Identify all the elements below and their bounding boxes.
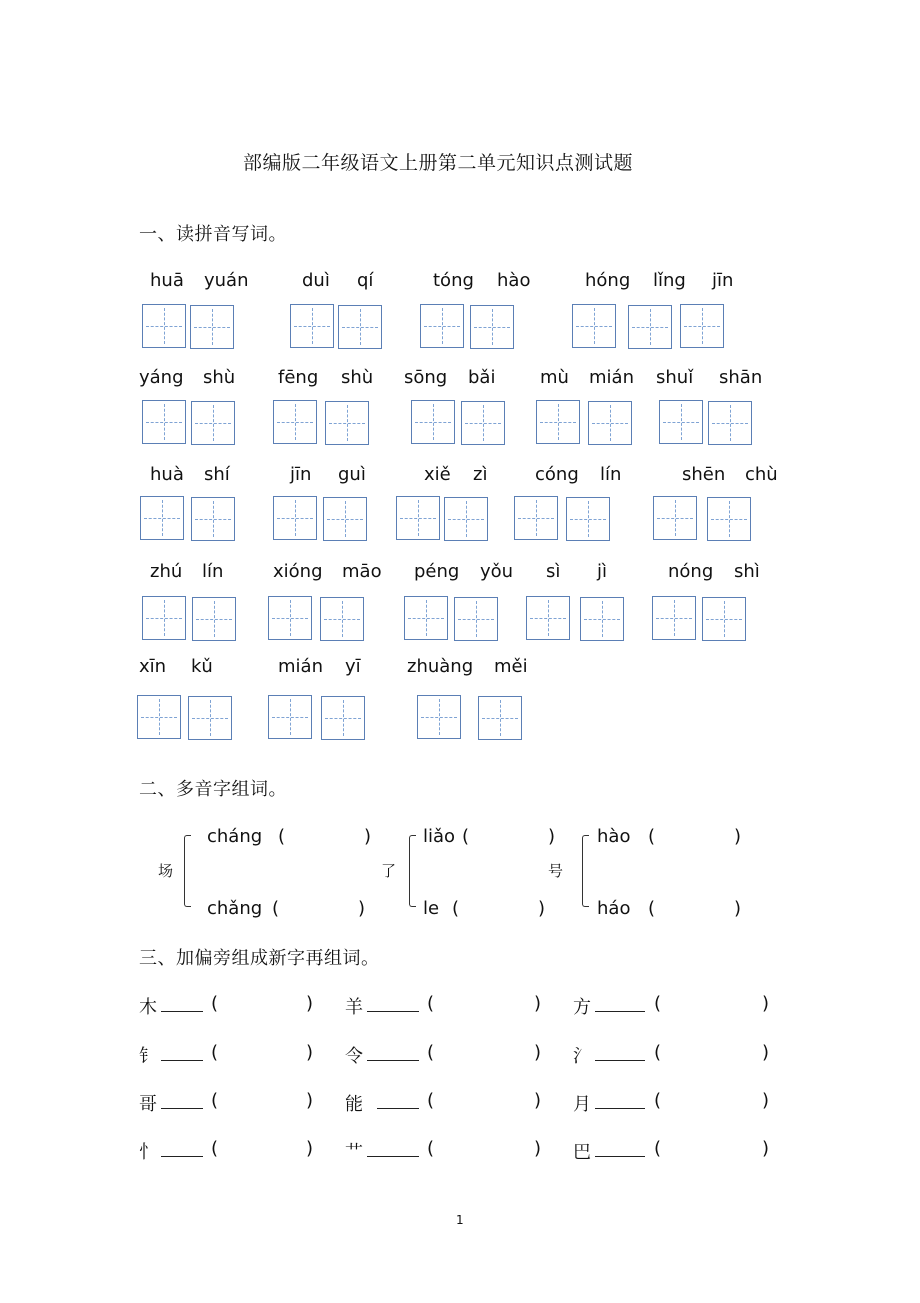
- answer-open-paren[interactable]: (: [654, 1138, 662, 1159]
- pinyin-syllable: xīn: [139, 656, 167, 677]
- answer-open-paren[interactable]: (: [211, 1042, 219, 1063]
- brace-icon: [184, 835, 191, 907]
- section1-heading: 一、读拼音写词。: [139, 224, 287, 245]
- fill-blank-line[interactable]: [367, 997, 419, 1012]
- fill-blank-line[interactable]: [595, 1046, 645, 1061]
- writing-grid-box[interactable]: [325, 401, 369, 445]
- writing-grid-box[interactable]: [404, 596, 448, 640]
- pinyin-syllable: huā: [150, 270, 184, 291]
- pinyin-syllable: hóng: [585, 270, 631, 291]
- base-character: 艹: [345, 1142, 363, 1163]
- section2-heading: 二、多音字组词。: [139, 779, 287, 800]
- writing-grid-box[interactable]: [190, 305, 234, 349]
- writing-grid-box[interactable]: [273, 400, 317, 444]
- pinyin-syllable: péng: [414, 561, 460, 582]
- writing-grid-box[interactable]: [566, 497, 610, 541]
- pinyin-syllable: yī: [345, 656, 361, 677]
- writing-grid-box[interactable]: [192, 597, 236, 641]
- pinyin-syllable: hào: [497, 270, 531, 291]
- page-number: 1: [456, 1213, 464, 1227]
- base-character: 氵: [573, 1046, 591, 1067]
- pinyin-syllable: fēng: [278, 367, 319, 388]
- answer-close-paren[interactable]: ): [534, 1090, 542, 1111]
- pinyin-syllable: nóng: [668, 561, 714, 582]
- pinyin-syllable: mián: [278, 656, 323, 677]
- polyphone-char: 了: [381, 862, 397, 880]
- pinyin-syllable: bǎi: [468, 367, 496, 388]
- answer-close-paren[interactable]: ): [538, 898, 546, 919]
- writing-grid-box[interactable]: [411, 400, 455, 444]
- writing-grid-box[interactable]: [396, 496, 440, 540]
- fill-blank-line[interactable]: [161, 1046, 203, 1061]
- writing-grid-box[interactable]: [707, 497, 751, 541]
- pinyin-syllable: huà: [150, 464, 184, 485]
- pinyin-syllable: xiě: [424, 464, 451, 485]
- fill-blank-line[interactable]: [595, 1142, 645, 1157]
- base-character: 木: [139, 997, 157, 1018]
- writing-grid-box[interactable]: [191, 497, 235, 541]
- writing-grid-box[interactable]: [137, 695, 181, 739]
- answer-close-paren[interactable]: ): [762, 1042, 770, 1063]
- pinyin-syllable: jīn: [712, 270, 734, 291]
- answer-open-paren[interactable]: (: [278, 826, 286, 847]
- pinyin-syllable: shù: [341, 367, 374, 388]
- pinyin-syllable: mù: [540, 367, 569, 388]
- writing-grid-box[interactable]: [461, 401, 505, 445]
- writing-grid-box[interactable]: [580, 597, 624, 641]
- writing-grid-box[interactable]: [142, 596, 186, 640]
- writing-grid-box[interactable]: [708, 401, 752, 445]
- reading-pinyin: hào: [597, 826, 631, 847]
- writing-grid-box[interactable]: [572, 304, 616, 348]
- brace-icon: [582, 835, 589, 907]
- pinyin-syllable: guì: [338, 464, 366, 485]
- reading-pinyin: le: [423, 898, 440, 919]
- reading-pinyin: liǎo: [423, 826, 456, 847]
- pinyin-syllable: duì: [302, 270, 330, 291]
- answer-close-paren[interactable]: ): [534, 1042, 542, 1063]
- writing-grid-box[interactable]: [526, 596, 570, 640]
- pinyin-syllable: tóng: [433, 270, 474, 291]
- answer-close-paren[interactable]: ): [306, 1138, 314, 1159]
- answer-open-paren[interactable]: (: [654, 1090, 662, 1111]
- writing-grid-box[interactable]: [338, 305, 382, 349]
- writing-grid-box[interactable]: [320, 597, 364, 641]
- answer-close-paren[interactable]: ): [358, 898, 366, 919]
- pinyin-syllable: shì: [734, 561, 760, 582]
- answer-open-paren[interactable]: (: [211, 1138, 219, 1159]
- fill-blank-line[interactable]: [377, 1094, 419, 1109]
- answer-close-paren[interactable]: ): [548, 826, 556, 847]
- writing-grid-box[interactable]: [321, 696, 365, 740]
- base-character: 羊: [345, 997, 363, 1018]
- pinyin-syllable: māo: [342, 561, 382, 582]
- answer-open-paren[interactable]: (: [648, 826, 656, 847]
- writing-grid-box[interactable]: [273, 496, 317, 540]
- base-character: 令: [345, 1046, 363, 1067]
- writing-grid-box[interactable]: [444, 497, 488, 541]
- answer-open-paren[interactable]: (: [452, 898, 460, 919]
- writing-grid-box[interactable]: [290, 304, 334, 348]
- base-character: 月: [573, 1094, 591, 1115]
- pinyin-syllable: shēn: [682, 464, 726, 485]
- answer-open-paren[interactable]: (: [427, 1042, 435, 1063]
- base-character: 哥: [139, 1094, 157, 1115]
- answer-open-paren[interactable]: (: [211, 1090, 219, 1111]
- pinyin-syllable: lín: [600, 464, 622, 485]
- base-character: 巴: [573, 1142, 591, 1163]
- fill-blank-line[interactable]: [595, 997, 645, 1012]
- answer-open-paren[interactable]: (: [648, 898, 656, 919]
- pinyin-syllable: qí: [357, 270, 374, 291]
- page-title: 部编版二年级语文上册第二单元知识点测试题: [243, 152, 634, 174]
- base-character: 钅: [139, 1046, 157, 1067]
- reading-pinyin: háo: [597, 898, 631, 919]
- answer-open-paren[interactable]: (: [211, 993, 219, 1014]
- answer-close-paren[interactable]: ): [762, 993, 770, 1014]
- answer-close-paren[interactable]: ): [534, 1138, 542, 1159]
- pinyin-syllable: měi: [494, 656, 528, 677]
- answer-close-paren[interactable]: ): [306, 993, 314, 1014]
- writing-grid-box[interactable]: [478, 696, 522, 740]
- pinyin-syllable: xióng: [273, 561, 323, 582]
- answer-close-paren[interactable]: ): [364, 826, 372, 847]
- pinyin-syllable: shù: [203, 367, 236, 388]
- answer-close-paren[interactable]: ): [762, 1138, 770, 1159]
- fill-blank-line[interactable]: [161, 1142, 203, 1157]
- writing-grid-box[interactable]: [323, 497, 367, 541]
- pinyin-syllable: zhuàng: [407, 656, 474, 677]
- section3-heading: 三、加偏旁组成新字再组词。: [139, 948, 380, 969]
- writing-grid-box[interactable]: [188, 696, 232, 740]
- writing-grid-box[interactable]: [659, 400, 703, 444]
- writing-grid-box[interactable]: [268, 596, 312, 640]
- answer-close-paren[interactable]: ): [734, 826, 742, 847]
- writing-grid-box[interactable]: [588, 401, 632, 445]
- base-character: 忄: [139, 1142, 157, 1163]
- writing-grid-box[interactable]: [514, 496, 558, 540]
- pinyin-syllable: yáng: [139, 367, 184, 388]
- fill-blank-line[interactable]: [595, 1094, 645, 1109]
- answer-close-paren[interactable]: ): [306, 1042, 314, 1063]
- pinyin-syllable: jīn: [290, 464, 312, 485]
- pinyin-syllable: lǐng: [653, 270, 686, 291]
- answer-open-paren[interactable]: (: [427, 993, 435, 1014]
- answer-open-paren[interactable]: (: [462, 826, 470, 847]
- writing-grid-box[interactable]: [702, 597, 746, 641]
- writing-grid-box[interactable]: [680, 304, 724, 348]
- fill-blank-line[interactable]: [161, 1094, 203, 1109]
- pinyin-syllable: chù: [745, 464, 778, 485]
- brace-icon: [409, 835, 416, 907]
- fill-blank-line[interactable]: [161, 997, 203, 1012]
- reading-pinyin: cháng: [207, 826, 263, 847]
- writing-grid-box[interactable]: [470, 305, 514, 349]
- base-character: 方: [573, 997, 591, 1018]
- writing-grid-box[interactable]: [142, 400, 186, 444]
- pinyin-syllable: yuán: [204, 270, 249, 291]
- writing-grid-box[interactable]: [628, 305, 672, 349]
- writing-grid-box[interactable]: [140, 496, 184, 540]
- base-character: 能: [345, 1094, 363, 1115]
- answer-open-paren[interactable]: (: [654, 993, 662, 1014]
- writing-grid-box[interactable]: [191, 401, 235, 445]
- pinyin-syllable: shí: [204, 464, 230, 485]
- fill-blank-line[interactable]: [367, 1142, 419, 1157]
- answer-close-paren[interactable]: ): [306, 1090, 314, 1111]
- writing-grid-box[interactable]: [652, 596, 696, 640]
- polyphone-char: 场: [158, 862, 174, 880]
- writing-grid-box[interactable]: [420, 304, 464, 348]
- pinyin-syllable: zhú: [150, 561, 183, 582]
- pinyin-syllable: sì: [546, 561, 561, 582]
- writing-grid-box[interactable]: [417, 695, 461, 739]
- pinyin-syllable: kǔ: [191, 656, 213, 677]
- answer-open-paren[interactable]: (: [427, 1090, 435, 1111]
- writing-grid-box[interactable]: [142, 304, 186, 348]
- answer-close-paren[interactable]: ): [734, 898, 742, 919]
- answer-open-paren[interactable]: (: [427, 1138, 435, 1159]
- pinyin-syllable: zì: [473, 464, 488, 485]
- pinyin-syllable: mián: [589, 367, 634, 388]
- answer-open-paren[interactable]: (: [654, 1042, 662, 1063]
- writing-grid-box[interactable]: [536, 400, 580, 444]
- reading-pinyin: chǎng: [207, 898, 263, 919]
- pinyin-syllable: shān: [719, 367, 763, 388]
- writing-grid-box[interactable]: [454, 597, 498, 641]
- answer-close-paren[interactable]: ): [534, 993, 542, 1014]
- pinyin-syllable: cóng: [535, 464, 579, 485]
- answer-open-paren[interactable]: (: [272, 898, 280, 919]
- pinyin-syllable: lín: [202, 561, 224, 582]
- pinyin-syllable: sōng: [404, 367, 448, 388]
- pinyin-syllable: yǒu: [480, 561, 514, 582]
- pinyin-syllable: jì: [597, 561, 608, 582]
- fill-blank-line[interactable]: [367, 1046, 419, 1061]
- writing-grid-box[interactable]: [268, 695, 312, 739]
- polyphone-char: 号: [548, 862, 564, 880]
- writing-grid-box[interactable]: [653, 496, 697, 540]
- pinyin-syllable: shuǐ: [656, 367, 694, 388]
- answer-close-paren[interactable]: ): [762, 1090, 770, 1111]
